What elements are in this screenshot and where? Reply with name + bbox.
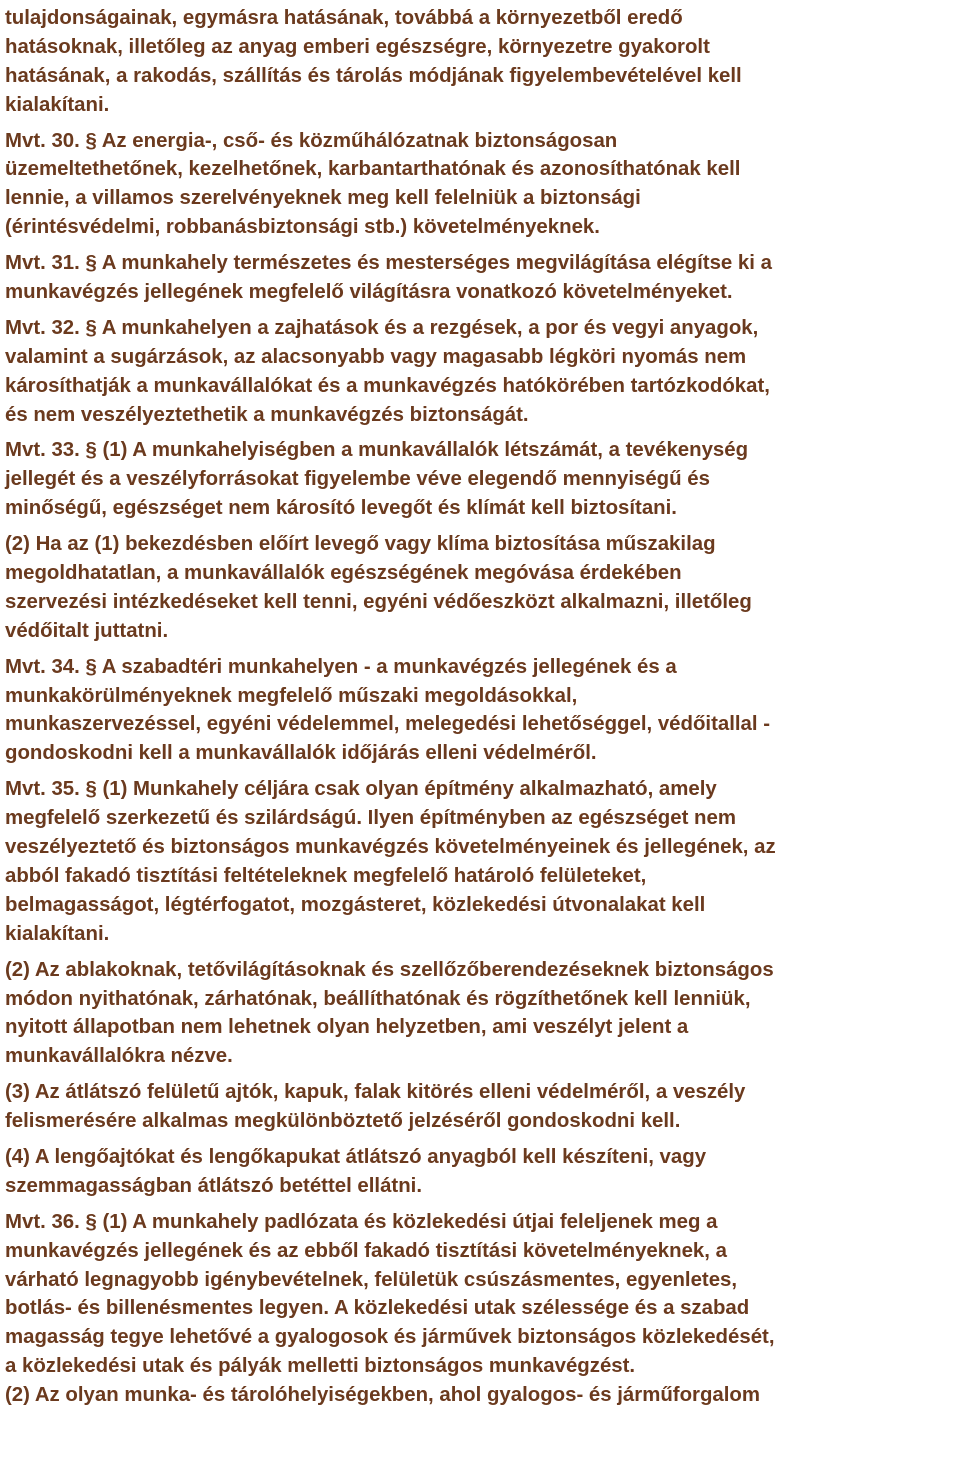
text-line: gondoskodni kell a munkavállalók időjárás elleni védelméről.	[5, 742, 597, 765]
text-line: Mvt. 30. § Az energia-, cső- és közműhálózatnak biztonságosan	[5, 129, 618, 152]
paragraph-mvt-35-2	[5, 956, 957, 1072]
text-line: Mvt. 33. § (1) A munkahelyiségben a munkavállalók létszámát, a tevékenység	[5, 439, 749, 462]
text-line: módon nyithatónak, zárhatónak, beállíthatónak és rögzíthetőnek kell lenniük,	[5, 987, 751, 1010]
text-line: valamint a sugárzások, az alacsonyabb vagy magasabb légköri nyomás nem	[5, 345, 747, 368]
text-line: károsíthatják a munkavállalókat és a munkavégzés hatókörében tartózkodókat,	[5, 374, 770, 397]
paragraph-mvt-35-3	[5, 1078, 957, 1136]
text-line: kialakítani.	[5, 93, 110, 116]
text-line: felismerésére alkalmas megkülönböztető jelzéséről gondoskodni kell.	[5, 1110, 681, 1133]
text-line: Mvt. 31. § A munkahely természetes és mesterséges megvilágítása elégítse ki a	[5, 252, 772, 275]
text-line: Mvt. 32. § A munkahelyen a zajhatások és a rezgések, a por és vegyi anyagok,	[5, 316, 759, 339]
text-line: és nem veszélyeztethetik a munkavégzés biztonságát.	[5, 403, 529, 426]
paragraph-mvt-32	[5, 314, 957, 430]
paragraph-mvt-35-1	[5, 775, 957, 948]
text-line: magasság tegye lehetővé a gyalogosok és járművek biztonságos közlekedését,	[5, 1326, 775, 1349]
text-line: Mvt. 35. § (1) Munkahely céljára csak olyan építmény alkalmazható, amely	[5, 778, 717, 801]
paragraph-mvt-35-4	[5, 1143, 957, 1201]
text-line: szemmagasságban átlátszó betéttel ellátni.	[5, 1174, 423, 1197]
text-line: nyitott állapotban nem lehetnek olyan helyzetben, ami veszélyt jelent a	[5, 1016, 689, 1039]
text-line: (2) Az olyan munka- és tárolóhelyiségekben, ahol gyalogos- és járműforgalom	[5, 1384, 761, 1407]
text-line: (3) Az átlátszó felületű ajtók, kapuk, falak kitörés elleni védelméről, a veszély	[5, 1081, 746, 1104]
text-line: minőségű, egészséget nem károsító levegőt és klímát kell biztosítani.	[5, 497, 677, 520]
text-line: munkakörülményeknek megfelelő műszaki megoldásokkal,	[5, 684, 578, 707]
paragraph-mvt-33-1	[5, 436, 957, 523]
text-line: munkaszervezéssel, egyéni védelemmel, melegedési lehetőséggel, védőitallal -	[5, 713, 770, 736]
text-line: munkavégzés jellegének megfelelő világításra vonatkozó követelményeket.	[5, 281, 733, 304]
text-line: hatásának, a rakodás, szállítás és tárolás módjának figyelembevételével kell	[5, 64, 742, 87]
text-line: veszélyeztető és biztonságos munkavégzés követelményeinek és jellegének, az	[5, 836, 776, 859]
text-line: munkavállalókra nézve.	[5, 1045, 233, 1068]
text-line: munkavégzés jellegének és az ebből fakadó tisztítási követelményeknek, a	[5, 1239, 727, 1262]
text-line: a közlekedési utak és pályák melletti biztonságos munkavégzést.	[5, 1355, 636, 1378]
text-line: (4) A lengőajtókat és lengőkapukat átlátszó anyagból kell készíteni, vagy	[5, 1145, 707, 1168]
text-line: lennie, a villamos szerelvényeknek meg kell felelniük a biztonsági	[5, 187, 641, 210]
text-line: (2) Ha az (1) bekezdésben előírt levegő vagy klíma biztosítása műszakilag	[5, 533, 716, 556]
text-line: tulajdonságainak, egymásra hatásának, továbbá a környezetből eredő	[5, 7, 683, 29]
text-line: kialakítani.	[5, 922, 110, 945]
text-line: botlás- és billenésmentes legyen. A közlekedési utak szélessége és a szabad	[5, 1297, 750, 1320]
text-line: hatásoknak, illetőleg az anyag emberi egészségre, környezetre gyakorolt	[5, 35, 710, 58]
text-line: jellegét és a veszélyforrásokat figyelembe véve elegendő mennyiségű és	[5, 468, 710, 491]
paragraph-intro-continuation	[5, 4, 957, 120]
paragraph-mvt-36	[5, 1208, 957, 1410]
text-line: védőitalt juttatni.	[5, 619, 169, 642]
text-line: várható legnagyobb igénybevételnek, felületük csúszásmentes, egyenletes,	[5, 1268, 738, 1291]
text-line: abból fakadó tisztítási feltételeknek megfelelő határoló felületeket,	[5, 864, 647, 887]
document-page	[5, 4, 957, 1410]
text-line: Mvt. 36. § (1) A munkahely padlózata és közlekedési útjai feleljenek meg a	[5, 1210, 718, 1233]
text-line: (2) Az ablakoknak, tetővilágításoknak és szellőzőberendezéseknek biztonságos	[5, 958, 774, 981]
text-line: megfelelő szerkezetű és szilárdságú. Ilyen építményben az egészséget nem	[5, 807, 736, 830]
text-line: belmagasságot, légtérfogatot, mozgásteret, közlekedési útvonalakat kell	[5, 893, 706, 916]
text-line: szervezési intézkedéseket kell tenni, egyéni védőeszközt alkalmazni, illetőleg	[5, 590, 752, 613]
paragraph-mvt-34	[5, 653, 957, 769]
paragraph-mvt-30	[5, 127, 957, 243]
paragraph-mvt-31	[5, 249, 957, 307]
text-line: üzemeltethetőnek, kezelhetőnek, karbantarthatónak és azonosíthatónak kell	[5, 158, 741, 181]
text-line: (érintésvédelmi, robbanásbiztonsági stb.) követelményeknek.	[5, 216, 600, 239]
paragraph-mvt-33-2	[5, 530, 957, 646]
text-line: Mvt. 34. § A szabadtéri munkahelyen - a munkavégzés jellegének és a	[5, 655, 677, 678]
text-line: megoldhatatlan, a munkavállalók egészségének megóvása érdekében	[5, 562, 682, 585]
